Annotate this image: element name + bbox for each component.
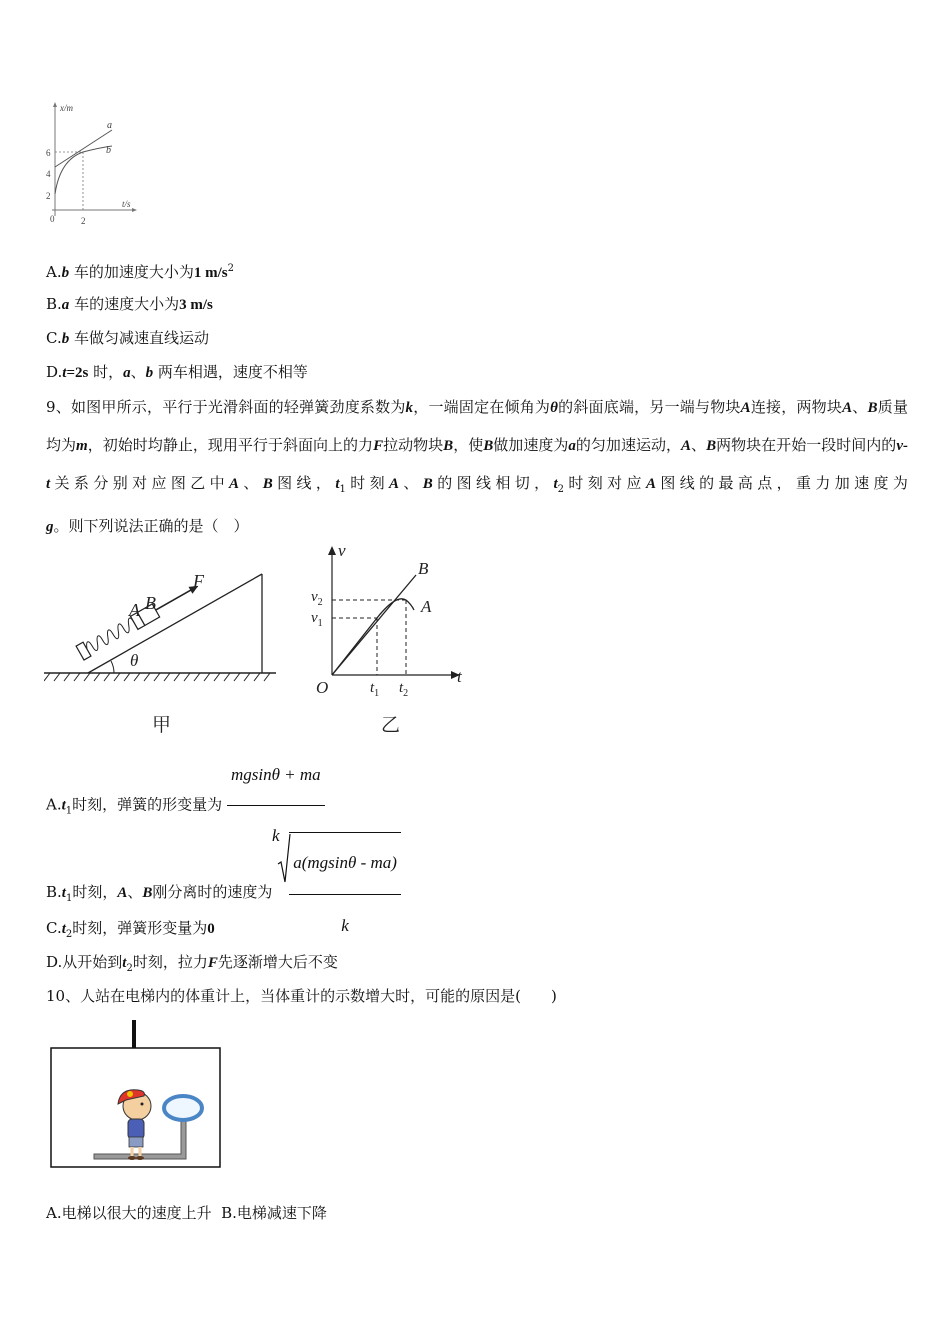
option-value: 1 m/s	[193, 265, 228, 281]
option-text: 时刻，弹簧形变量为	[72, 919, 208, 937]
unit-superscript: 2	[227, 263, 235, 274]
spring	[84, 617, 137, 654]
sqrt-expression	[277, 832, 401, 954]
option-value: 0	[207, 921, 215, 937]
xt-y-tick-6: 6	[46, 148, 51, 158]
var-B: B	[867, 400, 878, 416]
separator: 、	[130, 363, 146, 381]
q9-text: 的斜面底端，另一端与物块	[557, 398, 741, 416]
fraction-numerator: mgsinθ + ma	[227, 748, 325, 806]
separator: 、	[691, 436, 707, 454]
q10-options: A.电梯以很大的速度上升 B.电梯减速下降	[46, 1204, 327, 1222]
var-A: A	[842, 400, 853, 416]
label-B: B	[418, 559, 429, 578]
fraction-denominator: k	[272, 826, 280, 845]
q9-text: ，使	[453, 436, 484, 454]
xt-curve-b-label: b	[106, 145, 111, 156]
q8-option-d	[46, 362, 308, 383]
angle-arc	[111, 661, 114, 673]
separator: 、	[399, 474, 423, 492]
var-t: t	[62, 365, 67, 381]
scale-dial	[164, 1096, 202, 1120]
subscript: 2	[126, 963, 133, 974]
q9-option-d	[46, 952, 338, 979]
separator: 、	[127, 883, 143, 901]
curve-b	[55, 146, 112, 194]
label-A: A	[421, 597, 432, 616]
var-B: B	[262, 476, 273, 492]
var-A: A	[228, 476, 239, 492]
option-text: 车的加速度大小为	[69, 263, 194, 281]
var-t: t	[553, 476, 558, 492]
label-B: B	[145, 593, 156, 613]
q9-text: 时刻对应	[564, 474, 646, 492]
xt-x-axis-label: t/s	[122, 199, 131, 209]
option-value: 3 m/s	[179, 297, 213, 313]
label-A: A	[129, 600, 140, 620]
option-text: 时刻，	[72, 883, 118, 901]
var-a: a	[568, 438, 576, 454]
q9-text: 图线，	[272, 474, 336, 492]
xt-y-tick-4: 4	[46, 169, 51, 179]
label-t2: $t_2$	[399, 680, 409, 699]
var-F: F	[373, 438, 384, 454]
option-text: 车的速度大小为	[69, 295, 180, 313]
var-b: b	[145, 365, 154, 381]
option-text: 车做匀减速直线运动	[69, 329, 209, 347]
subscript: 1	[339, 484, 346, 495]
var-B: B	[443, 438, 454, 454]
var-A: A	[681, 438, 692, 454]
q9-text: 的匀加速运动，	[575, 436, 682, 454]
q9-text: 关系分别对应图乙中	[50, 474, 229, 492]
incline-surface	[88, 574, 262, 673]
option-text: 先逐渐增大后不变	[217, 953, 338, 971]
q9-text: 。则下列说法正确的是（ ）	[53, 517, 249, 535]
option-text: 时，	[88, 363, 124, 381]
force-arrow	[156, 589, 193, 610]
xt-y-tick-2: 2	[46, 191, 51, 201]
var-B: B	[706, 438, 717, 454]
q9-text: 两物块在开始一段时间内的	[716, 436, 897, 454]
q9-text: 拉动物块	[383, 436, 444, 454]
subscript: 2	[65, 929, 73, 940]
label-v2: $v_2$	[311, 589, 323, 608]
var-t: t	[61, 885, 66, 901]
var-t: t	[61, 797, 66, 814]
origin-O: O	[316, 678, 329, 697]
var-B: B	[483, 438, 494, 454]
q9-option-c	[46, 918, 215, 945]
option-text: 刚分离时的速度为	[152, 883, 273, 901]
var-B: B	[142, 885, 153, 901]
q9-text: 连接，两物块	[750, 398, 843, 416]
q9-text: 9、如图甲所示，平行于光滑斜面的轻弹簧劲度系数为	[46, 398, 406, 416]
var-B: B	[422, 476, 433, 492]
figure-jia	[44, 560, 284, 740]
option-prefix: B.	[46, 295, 62, 313]
q8-option-a	[46, 259, 234, 283]
subscript: 2	[557, 484, 565, 495]
sqrt-sign	[277, 832, 291, 886]
var-g: g	[46, 519, 54, 535]
option-prefix: D.	[46, 363, 63, 381]
var-a: a	[123, 365, 131, 381]
q9-text: ，初始时均静止，现用平行于斜面向上的力	[87, 436, 374, 454]
spring-base	[76, 642, 91, 660]
xt-x-tick-2: 2	[81, 216, 86, 226]
option-text: 从开始到	[62, 953, 123, 971]
option-prefix: D.	[46, 953, 63, 971]
option-prefix: C.	[46, 329, 62, 347]
line-a	[55, 130, 112, 167]
fraction-denominator: k	[341, 916, 349, 935]
var-t: t	[122, 955, 127, 971]
var-A: A	[645, 476, 656, 492]
var-theta: θ	[550, 400, 558, 416]
var-b: b	[61, 331, 70, 347]
subscript: 1	[65, 893, 73, 904]
var-t: t	[335, 476, 340, 492]
caption-jia: 甲	[152, 714, 172, 736]
option-prefix: B.	[46, 883, 62, 901]
curve-A	[332, 599, 414, 675]
var-a: a	[61, 297, 70, 313]
var-k: k	[405, 400, 414, 416]
var-A: A	[117, 885, 128, 901]
subscript: 1	[65, 805, 73, 817]
q8-option-b	[46, 294, 213, 315]
option-text: 时刻，拉力	[132, 953, 208, 971]
option-prefix: C.	[46, 919, 62, 937]
var-b: b	[61, 265, 70, 281]
q9-text: 质量均为	[46, 398, 908, 454]
label-t1: $t_1$	[370, 680, 380, 699]
axis-t: t	[457, 667, 462, 686]
separator: 、	[239, 474, 263, 492]
q8-option-c	[46, 328, 209, 349]
axis-v: v	[338, 541, 346, 560]
var-A: A	[740, 400, 751, 416]
option-prefix: A.	[46, 795, 62, 814]
var-F: F	[207, 955, 218, 971]
separator: 、	[852, 398, 868, 416]
q9-stem	[46, 389, 908, 546]
xt-y-axis-label: x/m	[60, 103, 73, 113]
caption-yi: 乙	[381, 714, 401, 736]
option-text: 时刻，弹簧的形变量为	[72, 795, 223, 814]
var-vt: v-t	[46, 438, 908, 492]
q9-text: 图线的最高点，重力加速度为	[655, 474, 908, 492]
label-theta: θ	[130, 651, 139, 670]
fraction-numerator: a(mgsinθ - ma)	[289, 835, 401, 895]
xt-curve-a-label: a	[107, 120, 112, 131]
xt-graph	[40, 98, 150, 228]
elevator-figure	[48, 1018, 224, 1172]
option-prefix: A.	[46, 263, 62, 281]
label-v1: $v_1$	[311, 610, 323, 629]
label-F: F	[193, 571, 204, 591]
q10-stem: 10、人站在电梯内的体重计上，当体重计的示数增大时，可能的原因是( )	[46, 987, 557, 1005]
q9-text: 的图线相切，	[432, 474, 554, 492]
q9-text: 做加速度为	[493, 436, 569, 454]
var-t: t	[61, 921, 66, 937]
option-value: =2s	[66, 365, 89, 381]
q9-text: 时刻	[345, 474, 390, 492]
q9-text: ，一端固定在倾角为	[413, 398, 551, 416]
option-text: 两车相遇，速度不相等	[153, 363, 308, 381]
figure-yi	[300, 538, 480, 738]
var-A: A	[389, 476, 400, 492]
xt-x-tick-0: 0	[50, 214, 55, 224]
var-m: m	[76, 438, 88, 454]
